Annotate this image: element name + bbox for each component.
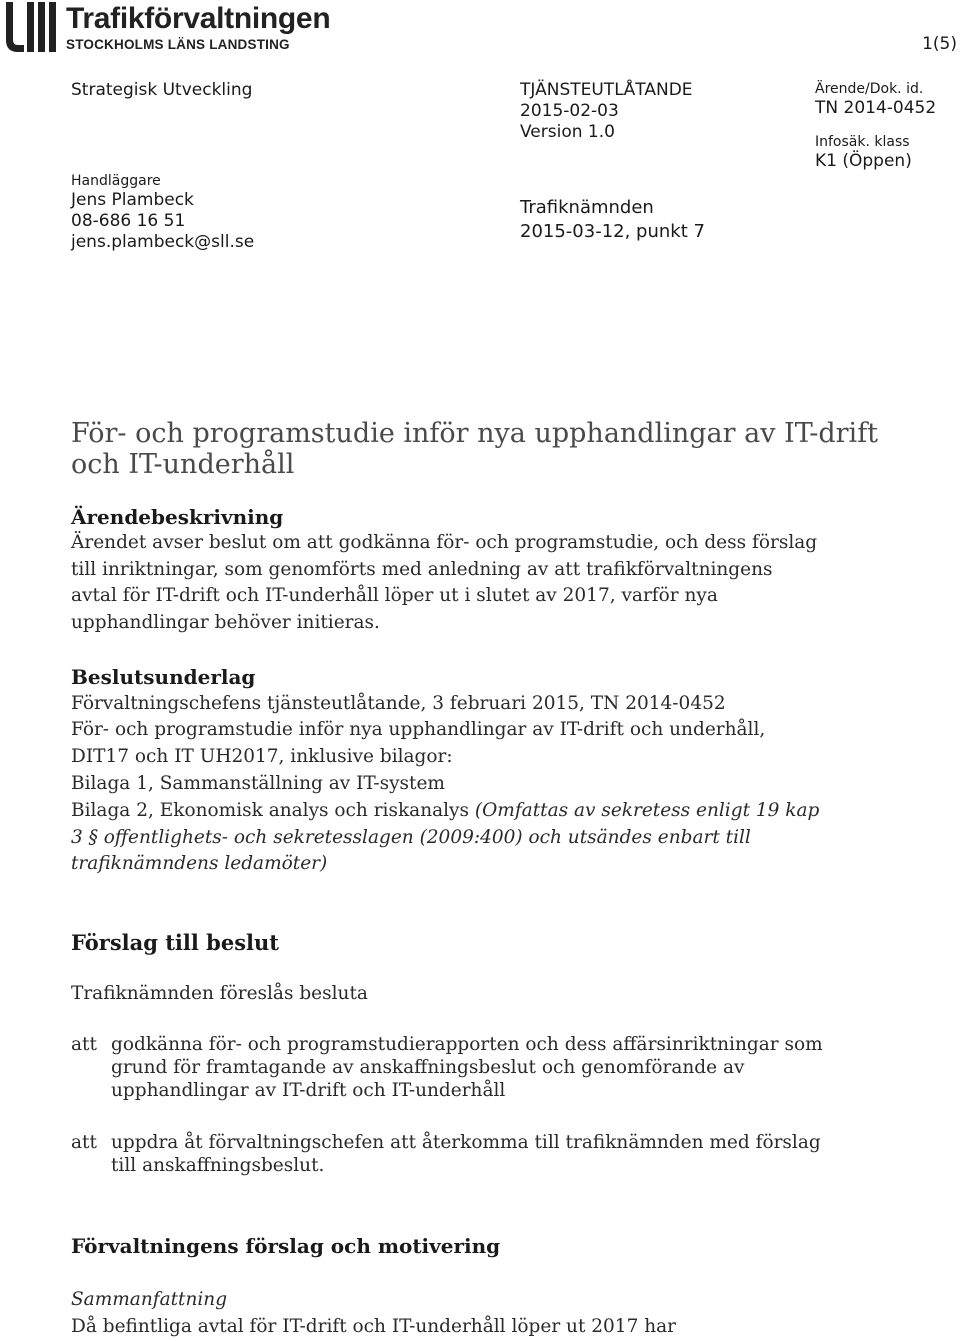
beslutsunderlag-line: DIT17 och IT UH2017, inklusive bilagor: — [71, 746, 453, 767]
att-clause: godkänna för- och programstudierapporten och dess affärsinriktningar som grund för framtagande av anskaffningsbeslut och genomförande av upphandlingar av IT-drift och IT-underhåll — [111, 1034, 823, 1101]
att-label: att — [71, 1034, 97, 1055]
handler-name: Jens Plambeck — [71, 190, 194, 210]
beslutsunderlag-line: Bilaga 1, Sammanställning av IT-system — [71, 773, 445, 794]
forslag-heading: Förslag till beslut — [71, 930, 279, 955]
beslutsunderlag-line — [71, 798, 819, 825]
confidentiality-note: 3 § offentlighets- och sekretesslagen (2009:400) och utsändes enbart till — [71, 827, 751, 848]
board-name: Trafiknämnden — [520, 197, 654, 218]
beslutsunderlag-heading: Beslutsunderlag — [71, 665, 256, 689]
page-number: 1(5) — [922, 34, 957, 54]
logo-name: Trafikförvaltningen — [66, 2, 331, 35]
case-id: TN 2014-0452 — [815, 98, 937, 118]
security-class: K1 (Öppen) — [815, 151, 912, 171]
handler-label: Handläggare — [71, 173, 161, 189]
document-date: 2015-02-03 — [520, 101, 619, 121]
department: Strategisk Utveckling — [71, 80, 253, 100]
beslutsunderlag-line: För- och programstudie inför nya upphandlingar av IT-drift och underhåll, — [71, 719, 766, 740]
att-clause: uppdra åt förvaltningschefen att återkomma till trafiknämnden med förslag till anskaffningsbeslut. — [111, 1132, 821, 1176]
forslag-intro: Trafiknämnden föreslås besluta — [71, 983, 368, 1004]
security-label: Infosäk. klass — [815, 134, 910, 150]
beslutsunderlag-line: Förvaltningschefens tjänsteutlåtande, 3 februari 2015, TN 2014-0452 — [71, 693, 726, 714]
document-version: Version 1.0 — [520, 122, 615, 142]
bilaga-2-text: Bilaga 2, Ekonomisk analys och riskanalys — [71, 800, 475, 821]
arendebeskrivning-text: Ärendet avser beslut om att godkänna för- och programstudie, och dess förslag till inriktningar, som genomförts med anledning av att trafikförvaltningens avtal för IT-drift och IT-underhåll löper ut i slutet av 2017, varför nya upphandlingar behöver initieras. — [71, 532, 818, 633]
logo-mark-icon — [2, 2, 66, 54]
confidentiality-note: trafiknämndens ledamöter) — [71, 853, 328, 874]
handler-email[interactable]: jens.plambeck@sll.se — [71, 232, 255, 252]
arendebeskrivning-heading: Ärendebeskrivning — [71, 505, 284, 529]
att-label: att — [71, 1132, 97, 1153]
logo-subtitle: STOCKHOLMS LÄNS LANDSTING — [66, 37, 290, 52]
motivering-heading: Förvaltningens förslag och motivering — [71, 1234, 501, 1258]
handler-phone: 08-686 16 51 — [71, 211, 186, 231]
logo — [0, 0, 331, 54]
case-label: Ärende/Dok. id. — [815, 81, 924, 97]
document-type: TJÄNSTEUTLÅTANDE — [520, 80, 693, 100]
board-meeting: 2015-03-12, punkt 7 — [520, 221, 705, 242]
motivering-text: Då befintliga avtal för IT-drift och IT-underhåll löper ut 2017 har — [71, 1316, 677, 1337]
motivering-subheading: Sammanfattning — [71, 1289, 228, 1310]
confidentiality-note: (Omfattas av sekretess enligt 19 kap — [474, 800, 820, 821]
document-title: För- och programstudie inför nya upphandlingar av IT-drift och IT-underhåll — [71, 418, 879, 480]
